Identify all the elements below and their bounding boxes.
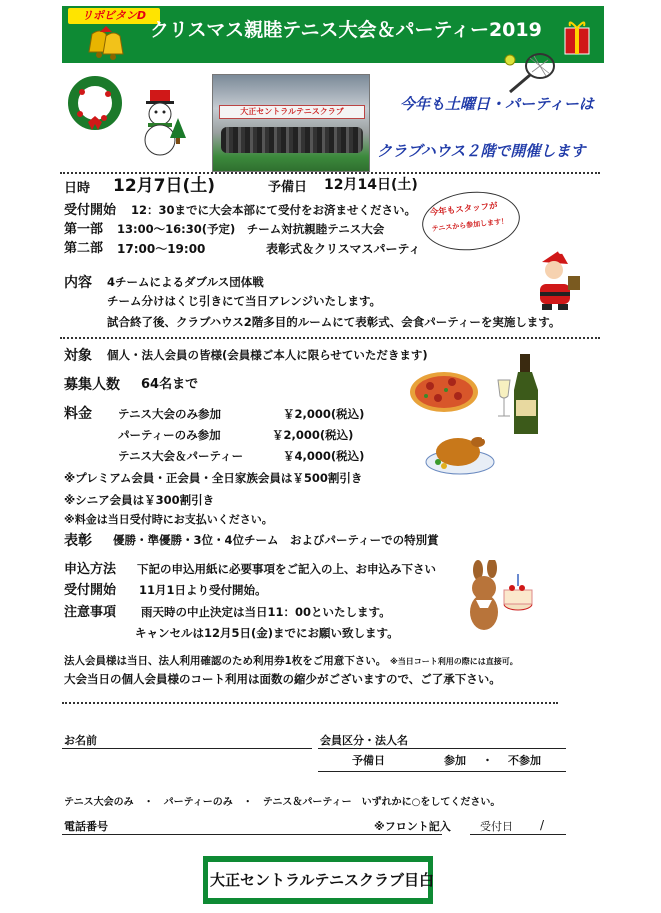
- awards-value: 優勝・準優勝・3位・4位チーム およびパーティーでの特別賞: [113, 533, 439, 547]
- bells-icon: [82, 24, 132, 62]
- fee-name: パーティーのみ参加: [118, 428, 221, 442]
- champagne-icon: [494, 350, 546, 438]
- fee-note: ※シニア会員は￥300割引き: [64, 493, 215, 507]
- photo-banner-text: 大正セントラルテニスクラブ: [240, 107, 344, 116]
- part2-time: 17:00～19:00: [117, 242, 206, 256]
- awards-label: 表彰: [64, 533, 92, 549]
- reserve-value: 12月14日(土): [324, 177, 418, 193]
- fee-name: テニス大会のみ参加: [118, 407, 222, 421]
- capacity-value: 64名まで: [141, 377, 199, 392]
- footnote-small: ※当日コート利用の際には直接可。: [389, 657, 518, 666]
- part1-label: 第一部: [64, 222, 104, 237]
- fee-price: ￥2,000(税込): [283, 407, 365, 421]
- capacity-label: 募集人数: [64, 377, 120, 393]
- member-label: 会員区分・法人名: [320, 734, 408, 747]
- tagline-line2: クラブハウス２階で開催します: [377, 142, 586, 160]
- part2-label: 第二部: [64, 241, 104, 256]
- target-value: 個人・法人会員の皆様(会員様ご本人に限らせていただきます): [107, 348, 428, 362]
- wreath-icon: [64, 72, 126, 134]
- cut-line: [62, 702, 558, 704]
- speech-bubble: [419, 187, 523, 255]
- notes-label: 注意事項: [64, 605, 117, 620]
- gift-box-icon: [562, 16, 592, 56]
- start-value: 11月1日より受付開始。: [139, 583, 267, 597]
- choice-instruction: テニス大会のみ ・ パーティーのみ ・ テニス＆パーティー いずれかに○をしてください。: [64, 797, 501, 808]
- fee-note: ※プレミアム会員・正会員・全日家族会員は￥500割引き: [64, 471, 363, 485]
- name-field[interactable]: [62, 748, 312, 749]
- fee-name: テニス大会＆パーティー: [118, 449, 244, 463]
- bubble-line1: 今年もスタッフが: [429, 201, 499, 219]
- reception-label: 受付開始: [64, 203, 117, 218]
- content-line1: 4チームによるダブルス団体戦: [107, 275, 264, 289]
- fee-price: ￥4,000(税込): [283, 449, 365, 463]
- club-name: 大正セントラルテニスクラブ目白: [210, 871, 434, 889]
- bubble-line2: テニスから参加します！: [431, 217, 509, 234]
- fee-price: ￥2,000(税込): [272, 428, 354, 442]
- phone-field[interactable]: [62, 834, 442, 835]
- photo-crowd: [221, 127, 363, 153]
- notes-value: キャンセルは12月5日(金)までにお願い致します。: [135, 626, 399, 640]
- notes-value: 雨天時の中止決定は当日11：00といたします。: [141, 605, 391, 619]
- team-photo: [212, 74, 370, 172]
- reserve-label: 予備日: [268, 180, 308, 195]
- divider: [60, 172, 600, 174]
- photo-banner: [219, 105, 365, 119]
- date-label: 日時: [64, 181, 91, 196]
- method-value: 下記の申込用紙に必要事項をご記入の上、お申込み下さい: [137, 562, 436, 576]
- received-date-field: [470, 834, 566, 835]
- santa-icon: [528, 248, 584, 312]
- date-slash: /: [540, 818, 545, 832]
- phone-label: 電話番号: [64, 820, 108, 833]
- page-title: クリスマス親睦テニス大会＆パーティー2019: [150, 19, 542, 41]
- footnote-main: 法人会員様は当日、法人利用確認のため利用券1枚をご用意下さい。: [64, 655, 387, 667]
- reserve-day-label: 予備日: [352, 754, 385, 767]
- fee-note: ※料金は当日受付時にお支払いください。: [64, 513, 273, 526]
- content-line3: 試合終了後、クラブハウス2階多目的ルームにて表彰式、会食パーティーを実施します。: [107, 315, 561, 329]
- reserve-field: [318, 771, 566, 772]
- fees-label: 料金: [64, 406, 92, 422]
- pizza-icon: [408, 368, 480, 416]
- member-field[interactable]: [318, 748, 566, 749]
- part1-value: 13:00～16:30(予定) チーム対抗親睦テニス大会: [117, 222, 385, 236]
- divider: [60, 337, 600, 339]
- reception-value: 12：30までに大会本部にて受付をお済ませください。: [131, 203, 417, 217]
- brand-logo: リポビタンD: [68, 8, 160, 24]
- footnote: 大会当日の個人会員様のコート利用は面数の縮少がございますので、ご了承下さい。: [64, 672, 501, 686]
- received-date-label: 受付日: [480, 820, 513, 833]
- method-label: 申込方法: [64, 562, 117, 577]
- racket-icon: [500, 48, 562, 98]
- target-label: 対象: [64, 348, 92, 364]
- date-value: 12月7日(土): [113, 176, 216, 196]
- front-label: ※フロント記入: [374, 820, 451, 833]
- absent-option[interactable]: 不参加: [508, 754, 541, 767]
- name-label: お名前: [64, 734, 97, 747]
- bunny-cake-icon: [456, 560, 536, 638]
- tagline-line1: 今年も土曜日・パーティーは: [400, 95, 594, 113]
- snowman-icon: [134, 88, 194, 158]
- part2-event: 表彰式＆クリスマスパーティ: [266, 242, 421, 256]
- start-label: 受付開始: [64, 583, 117, 598]
- roast-chicken-icon: [424, 428, 496, 476]
- attend-option[interactable]: 参加: [444, 754, 466, 767]
- footnote: [64, 655, 518, 668]
- content-label: 内容: [64, 275, 92, 291]
- content-line2: チーム分けはくじ引きにて当日アレンジいたします。: [107, 294, 382, 308]
- separator-dot: ・: [482, 754, 493, 767]
